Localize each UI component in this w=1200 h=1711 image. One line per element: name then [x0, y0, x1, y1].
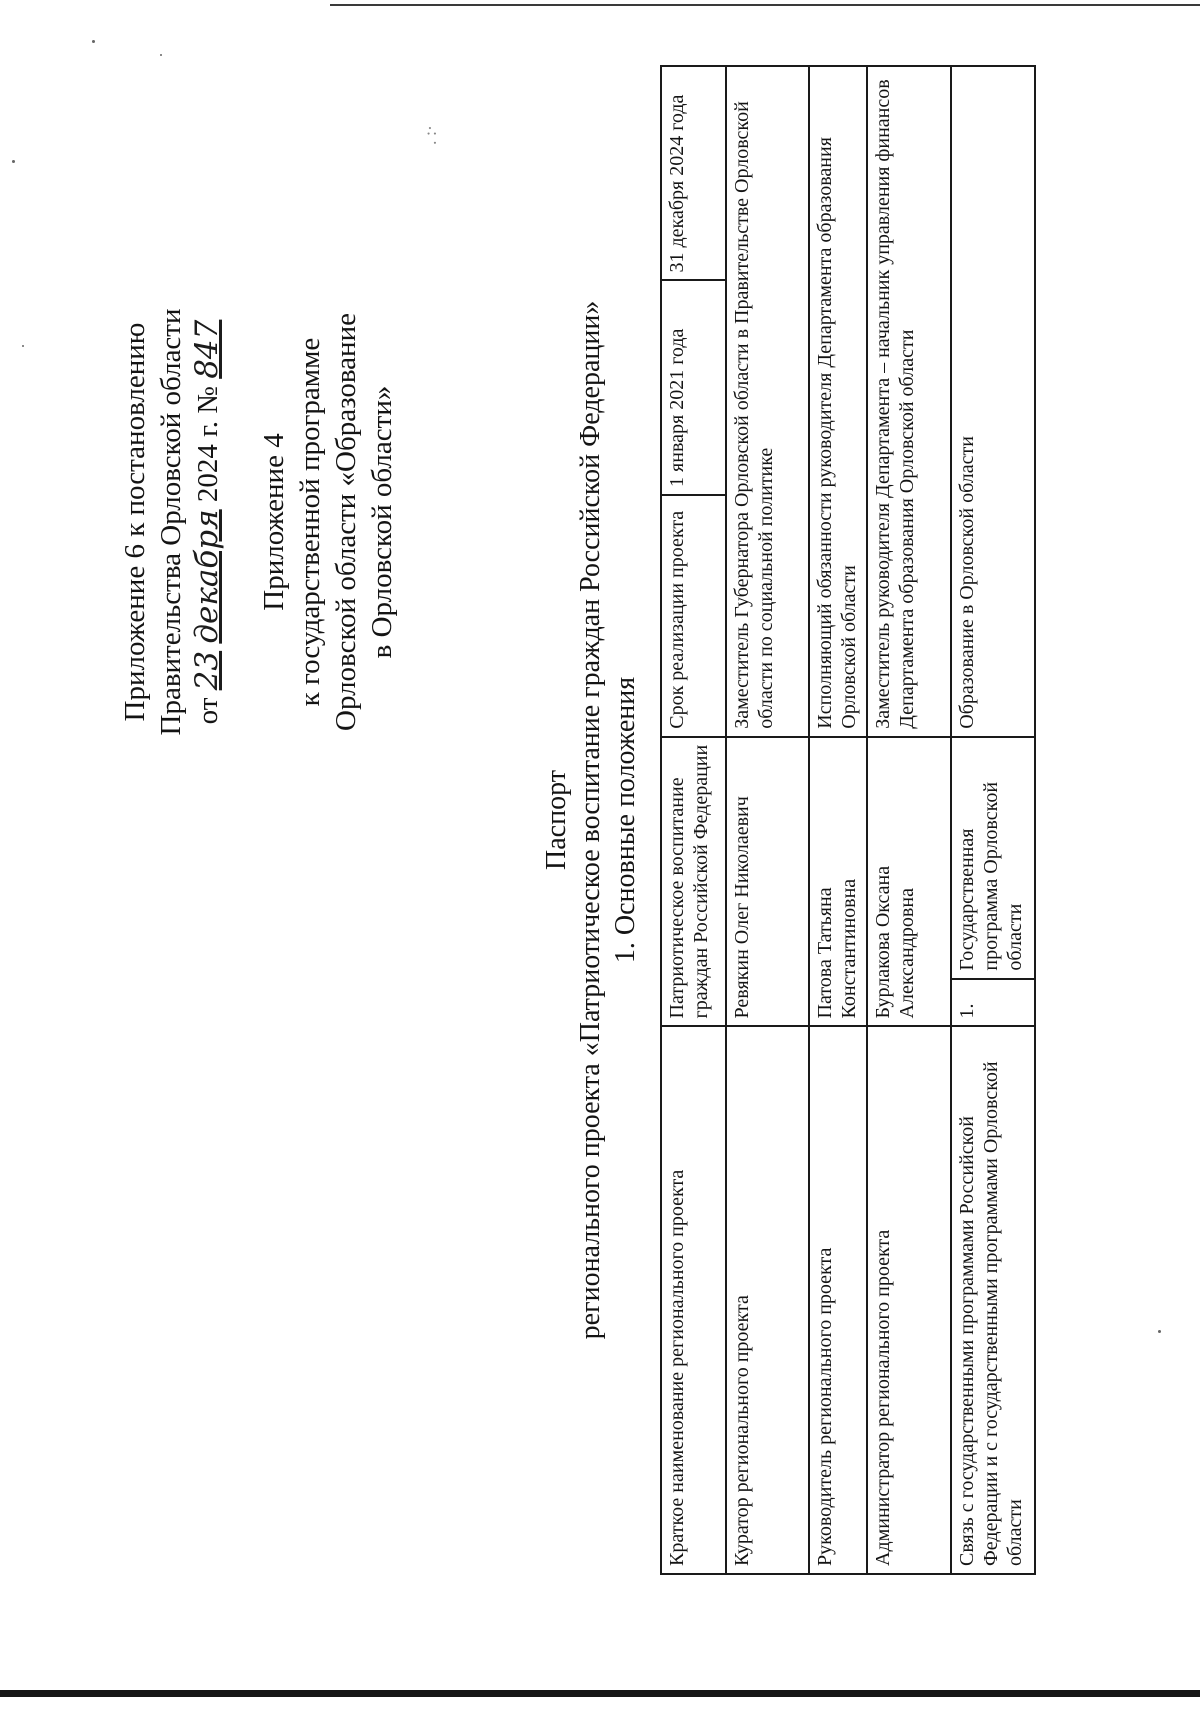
period-end: 31 декабря 2024 года	[661, 66, 726, 281]
admin-position: Заместитель руководителя Департамента – начальник управления финансов Департамента образования Орловской области	[867, 66, 951, 737]
link-program: Государственная программа Орловской области	[951, 737, 1035, 979]
title-line-1: Паспорт	[541, 770, 572, 870]
table-row-leader	[809, 66, 867, 1574]
short-name-label: Краткое наименование регионального проекта	[661, 1026, 726, 1574]
table-row-admin	[867, 66, 951, 1574]
leader-label: Руководитель регионального проекта	[809, 1026, 867, 1574]
appendix4-line-4: в Орловской области»	[366, 385, 398, 659]
scan-bottom-bar	[0, 1690, 1200, 1697]
leader-name: Патова Татьяна Константиновна	[809, 737, 867, 1027]
appendix4-line-2: к государственной программе	[294, 337, 326, 707]
appendix4-line-1: Приложение 4	[258, 433, 290, 611]
period-start: 1 января 2021 года	[661, 281, 726, 495]
section-title: 1. Основные положения	[610, 676, 641, 964]
scan-speck	[1158, 1330, 1161, 1333]
scan-top-line	[330, 4, 1200, 6]
handwritten-day: 23	[189, 650, 225, 691]
rotated-page	[75, 20, 1125, 1620]
scan-speck	[12, 160, 15, 163]
title-line-2: регионального проекта «Патриотическое воспитание граждан Российской Федерации»	[575, 300, 606, 1340]
table-row-curator	[726, 66, 809, 1574]
basic-provisions-table	[660, 65, 1036, 1575]
link-program-name: Образование в Орловской области	[951, 66, 1035, 737]
handwritten-number: 847	[189, 319, 225, 379]
year-suffix: 2024 г. №	[192, 386, 224, 503]
link-number: 1.	[951, 979, 1035, 1027]
document-title	[540, 20, 608, 1620]
header-line-1: Приложение 6 к постановлению	[119, 322, 151, 722]
header-date-line	[189, 272, 226, 772]
short-name-value: Патриотическое воспитание граждан Российской Федерации	[661, 737, 726, 1027]
header-block	[117, 272, 400, 772]
curator-label: Куратор регионального проекта	[726, 1026, 809, 1574]
appendix4-line-3: Орловской области «Образование	[330, 313, 362, 731]
admin-name: Бурлакова Оксана Александровна	[867, 737, 951, 1027]
header-line-2: Правительства Орловской области	[155, 308, 187, 736]
curator-name: Ревякин Олег Николаевич	[726, 737, 809, 1027]
date-prefix: от	[192, 697, 224, 725]
link-label: Связь с государственными программами Российской Федерации и с государственными программами Орловской области	[951, 1026, 1035, 1574]
leader-position: Исполняющий обязанности руководителя Департамента образования Орловской области	[809, 66, 867, 737]
table-row-short-name	[661, 66, 726, 1574]
appendix-4-block	[256, 272, 400, 772]
handwritten-month: декабря	[189, 509, 225, 644]
period-label: Срок реализации проекта	[661, 495, 726, 737]
scan-dots: . :·	[420, 125, 440, 145]
curator-position: Заместитель Губернатора Орловской области в Правительстве Орловской области по социальной политике	[726, 66, 809, 737]
admin-label: Администратор регионального проекта	[867, 1026, 951, 1574]
scan-speck	[22, 345, 24, 347]
table-row-program-link	[951, 66, 1035, 1574]
